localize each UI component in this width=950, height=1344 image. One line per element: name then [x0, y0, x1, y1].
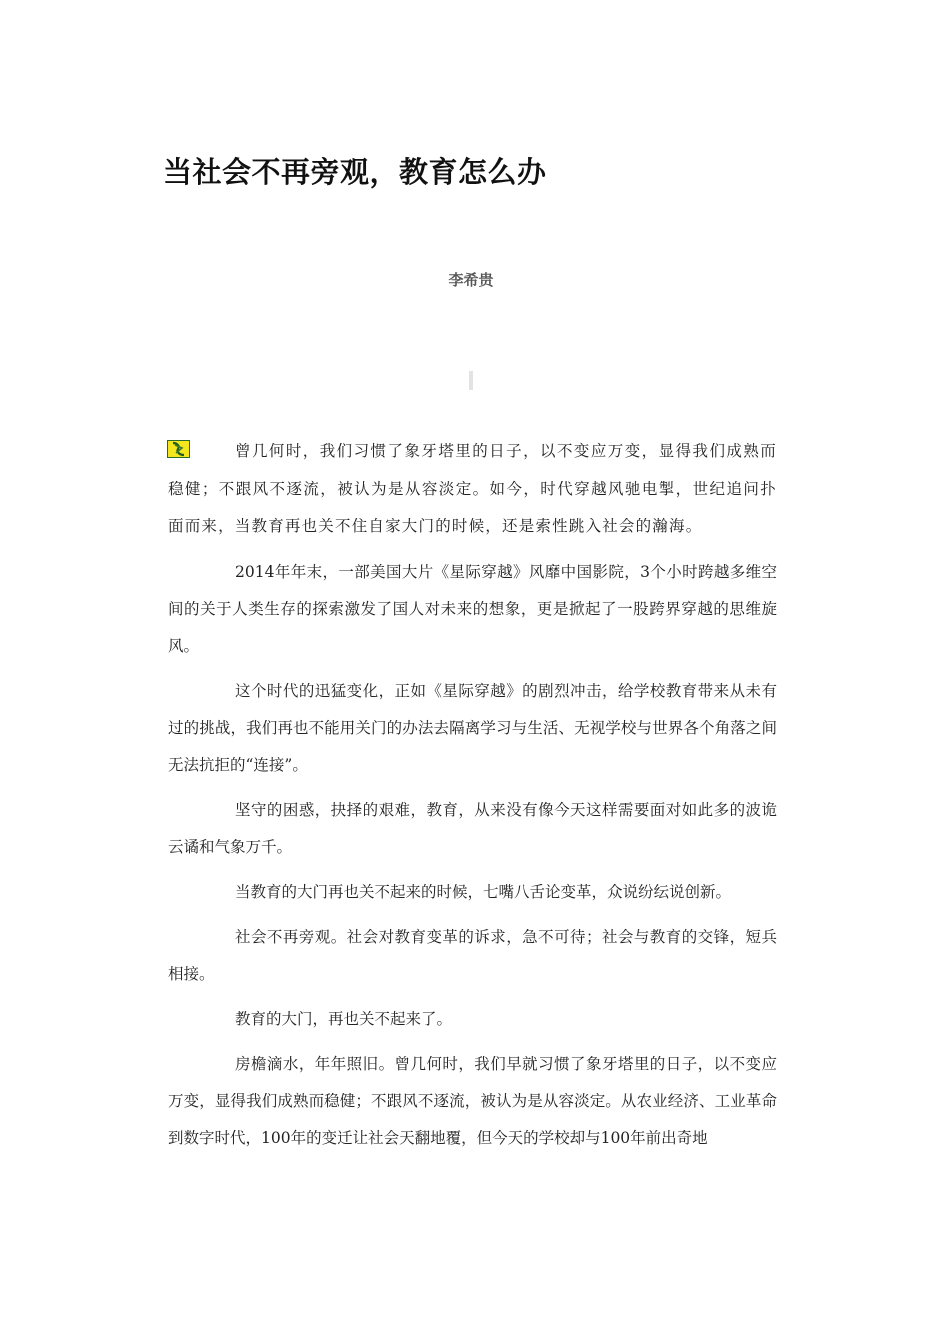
- paragraph-4: 坚守的困惑，抉择的艰难，教育，从来没有像今天这样需要面对如此多的波诡云谲和气象万千。: [168, 800, 777, 856]
- paragraph-1-text: 曾几何时，我们习惯了象牙塔里的日子，以不变应万变，显得我们成熟而稳健；不跟风不逐流，被认为是从容淡定。如今，时代穿越风驰电掣，世纪追问扑面而来，当教育再也关不住自家大门的时候，还是索性跳入社会的瀚海。: [168, 442, 777, 535]
- author-name: 李希贵: [448, 271, 494, 289]
- text-cursor-mark: [469, 371, 473, 390]
- paragraph-6: 社会不再旁观。社会对教育变革的诉求，急不可待；社会与教育的交锋，短兵相接。: [168, 927, 777, 983]
- page-title: 当社会不再旁观，教育怎么办: [163, 155, 547, 189]
- paragraph-1: [168, 433, 777, 546]
- paragraph-2: 2014年年末，一部美国大片《星际穿越》风靡中国影院，3个小时跨越多维空间的关于人类生存的探索激发了国人对未来的想象，更是掀起了一股跨界穿越的思维旋风。: [168, 562, 777, 655]
- document-link-icon[interactable]: [167, 440, 190, 458]
- paragraph-8: 房檐滴水，年年照旧。曾几何时，我们早就习惯了象牙塔里的日子，以不变应万变，显得我们成熟而稳健；不跟风不逐流，被认为是从容淡定。从农业经济、工业革命到数字时代，100年的变迁让社会天翻地覆，但今天的学校却与100年前出奇地: [168, 1054, 777, 1147]
- paragraph-5: 当教育的大门再也关不起来的时候，七嘴八舌论变革，众说纷纭说创新。: [235, 882, 732, 901]
- paragraph-7: 教育的大门，再也关不起来了。: [235, 1009, 453, 1028]
- article-body: [168, 433, 777, 1165]
- paragraph-3: 这个时代的迅猛变化，正如《星际穿越》的剧烈冲击，给学校教育带来从未有过的挑战，我们再也不能用关门的办法去隔离学习与生活、无视学校与世界各个角落之间无法抗拒的“连接”。: [168, 681, 777, 774]
